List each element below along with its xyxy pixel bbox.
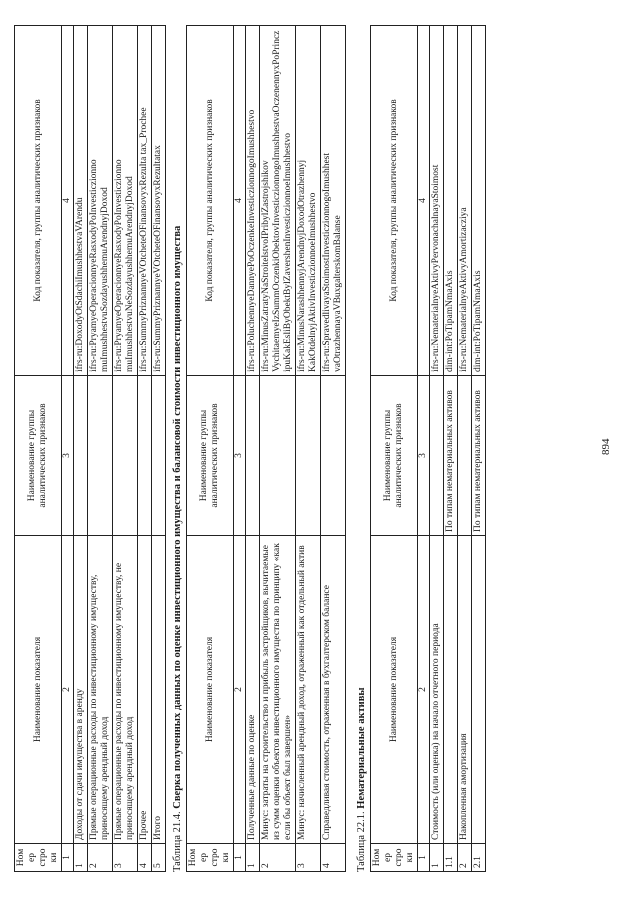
header-num: Номер строки xyxy=(187,844,234,872)
analytic-group: По типам нематериальных активов xyxy=(472,376,486,536)
indicator-code: ifrs-ru:NematerialnyeAktivyPervonachalnayaStoimost xyxy=(430,26,444,376)
analytic-group xyxy=(430,376,444,536)
row-number: 2 xyxy=(458,844,472,872)
table-row xyxy=(152,26,166,872)
header-name: Наименование показателя xyxy=(15,536,62,844)
table-row xyxy=(321,26,346,872)
header-name: Наименование показателя xyxy=(187,536,234,844)
indicator-name: Накопленная амортизация xyxy=(458,536,472,844)
row-number: 4 xyxy=(138,844,152,872)
indicator-name: Справедливая стоимость, отраженная в бухгалтерском балансе xyxy=(321,536,346,844)
caption-lead: Таблица 21.4. xyxy=(172,811,183,872)
column-number: 3 xyxy=(234,376,246,536)
indicator-name xyxy=(444,536,458,844)
analytic-group xyxy=(113,376,138,536)
column-number: 2 xyxy=(234,536,246,844)
column-number: 2 xyxy=(62,536,74,844)
row-number: 2 xyxy=(260,844,296,872)
indicator-code: ifrs-ru:SummyPriznannyeVOtcheteOFinansovyxRezulta tax_Prochee xyxy=(138,26,152,376)
valuation-reconciliation-table xyxy=(186,25,346,872)
table-row xyxy=(138,26,152,872)
analytic-group xyxy=(138,376,152,536)
table-row xyxy=(430,26,444,872)
row-number: 2.1 xyxy=(472,844,486,872)
column-number: 3 xyxy=(418,376,430,536)
column-number: 4 xyxy=(62,26,74,376)
indicator-code: ifrs-ru:NematerialnyeAktivyAmortizacziya xyxy=(458,26,472,376)
indicator-code: ifrs-ru:SummyPriznannyeVOtcheteOFinansovyxRezultatax xyxy=(152,26,166,376)
column-number-row xyxy=(234,26,246,872)
indicator-code: dim-int:PoTipamNmaAxis xyxy=(472,26,486,376)
investment-income-table xyxy=(14,25,166,872)
indicator-name: Доходы от сдачи имущества в аренду xyxy=(74,536,88,844)
indicator-name: Итого xyxy=(152,536,166,844)
header-num: Номер строки xyxy=(371,844,418,872)
column-number: 4 xyxy=(418,26,430,376)
indicator-code: ifrs-ru:MinusZatratyNaStroitelstvoIPribylZastrojshikov VychitaemyeIzSummOczenkiObektovInvesticzionnogoImushhestvaOczenennyxPoPrinczipuKakEsliByObektBylZavershenInvesticzionnoeImushhestvo xyxy=(260,26,296,376)
table-row xyxy=(444,26,458,872)
analytic-group xyxy=(321,376,346,536)
indicator-code: ifrs-ru:PryamyeOperacionnyeRasxodyPoInvesticzionno muImushhestvuSozdayushhemuArendnyjDoxod xyxy=(88,26,113,376)
analytic-group xyxy=(458,376,472,536)
indicator-code: dim-int:PoTipamNmaAxis xyxy=(444,26,458,376)
table-row xyxy=(113,26,138,872)
indicator-name: Минус: затраты на строительство и прибыль застройщиков, вычитаемые из сумм оценки объектов инвестиционного имущества по принципу «как если бы объект был завершен» xyxy=(260,536,296,844)
row-number: 4 xyxy=(321,844,346,872)
header-code: Код показателя, группы аналитических признаков xyxy=(371,26,418,376)
table-header xyxy=(371,26,418,872)
table-row xyxy=(296,26,321,872)
caption-title: Сверка полученных данных по оценке инвестиционного имущества и балансовой стоимости инвестиционного имущества xyxy=(172,225,183,809)
table-row xyxy=(260,26,296,872)
indicator-name: Стоимость (или оценка) на начало отчетного периода xyxy=(430,536,444,844)
analytic-group xyxy=(246,376,260,536)
caption-title: Нематериальные активы xyxy=(356,687,367,809)
analytic-group xyxy=(260,376,296,536)
indicator-name: Прямые операционные расходы по инвестиционному имуществу, приносящему арендный доход xyxy=(88,536,113,844)
header-group: Наименование группы аналитических признаков xyxy=(371,376,418,536)
row-number: 5 xyxy=(152,844,166,872)
table-row xyxy=(472,26,486,872)
intangible-assets-table xyxy=(370,25,486,872)
row-number: 1 xyxy=(74,844,88,872)
header-code: Код показателя, группы аналитических признаков xyxy=(15,26,62,376)
analytic-group xyxy=(88,376,113,536)
row-number: 2 xyxy=(88,844,113,872)
header-group: Наименование группы аналитических признаков xyxy=(15,376,62,536)
header-name: Наименование показателя xyxy=(371,536,418,844)
table-header xyxy=(15,26,62,872)
page-number: 894 xyxy=(600,438,612,455)
indicator-name: Прочее xyxy=(138,536,152,844)
caption-lead: Таблица 22.1. xyxy=(356,811,367,872)
column-number: 1 xyxy=(62,844,74,872)
indicator-code: ifrs-ru:DoxodyOtSdachiImushhestvaVArendu xyxy=(74,26,88,376)
column-number: 1 xyxy=(234,844,246,872)
column-number: 2 xyxy=(418,536,430,844)
analytic-group xyxy=(296,376,321,536)
row-number: 1.1 xyxy=(444,844,458,872)
indicator-name: Полученные данные по оценке xyxy=(246,536,260,844)
header-code: Код показателя, группы аналитических признаков xyxy=(187,26,234,376)
rotated-page-content xyxy=(14,26,614,872)
analytic-group xyxy=(74,376,88,536)
column-number: 3 xyxy=(62,376,74,536)
indicator-name: Прямые операционные расходы по инвестиционному имуществу, не приносящему арендный доход xyxy=(113,536,138,844)
row-number: 1 xyxy=(246,844,260,872)
table-header xyxy=(187,26,234,872)
row-number: 3 xyxy=(296,844,321,872)
column-number-row xyxy=(62,26,74,872)
analytic-group xyxy=(152,376,166,536)
header-group: Наименование группы аналитических признаков xyxy=(187,376,234,536)
table-row xyxy=(458,26,472,872)
table-21-4-caption xyxy=(172,26,183,872)
analytic-group: По типам нематериальных активов xyxy=(444,376,458,536)
header-num: Номер строки xyxy=(15,844,62,872)
indicator-code: ifrs-ru:SpravedlivayaStoimostInvesticzionnogoImushhest vaOtrazhennayaVBuxgalterskomBalanse xyxy=(321,26,346,376)
table-row xyxy=(88,26,113,872)
table-row xyxy=(246,26,260,872)
column-number: 1 xyxy=(418,844,430,872)
column-number-row xyxy=(418,26,430,872)
indicator-name xyxy=(472,536,486,844)
indicator-name: Минус: начисленный арендный доход, отраженный как отдельный актив xyxy=(296,536,321,844)
table-row xyxy=(74,26,88,872)
indicator-code: ifrs-ru:PryamyeOperacionnyeRasxodyPoInvesticzionno muImushhestvuNeSozdayushhemuArendnyjDoxod xyxy=(113,26,138,376)
row-number: 3 xyxy=(113,844,138,872)
row-number: 1 xyxy=(430,844,444,872)
table-22-1-caption xyxy=(356,26,367,872)
column-number: 4 xyxy=(234,26,246,376)
indicator-code: ifrs-ru:MinusNarashhennyjArendnyjDoxodOtrazhennyj KakOtdelnyjAktivInvesticzionnoeImushhestvo xyxy=(296,26,321,376)
indicator-code: ifrs-ru:PoluchennyeDannyePoOczenkeInvesticzionnogoImushhestvo xyxy=(246,26,260,376)
